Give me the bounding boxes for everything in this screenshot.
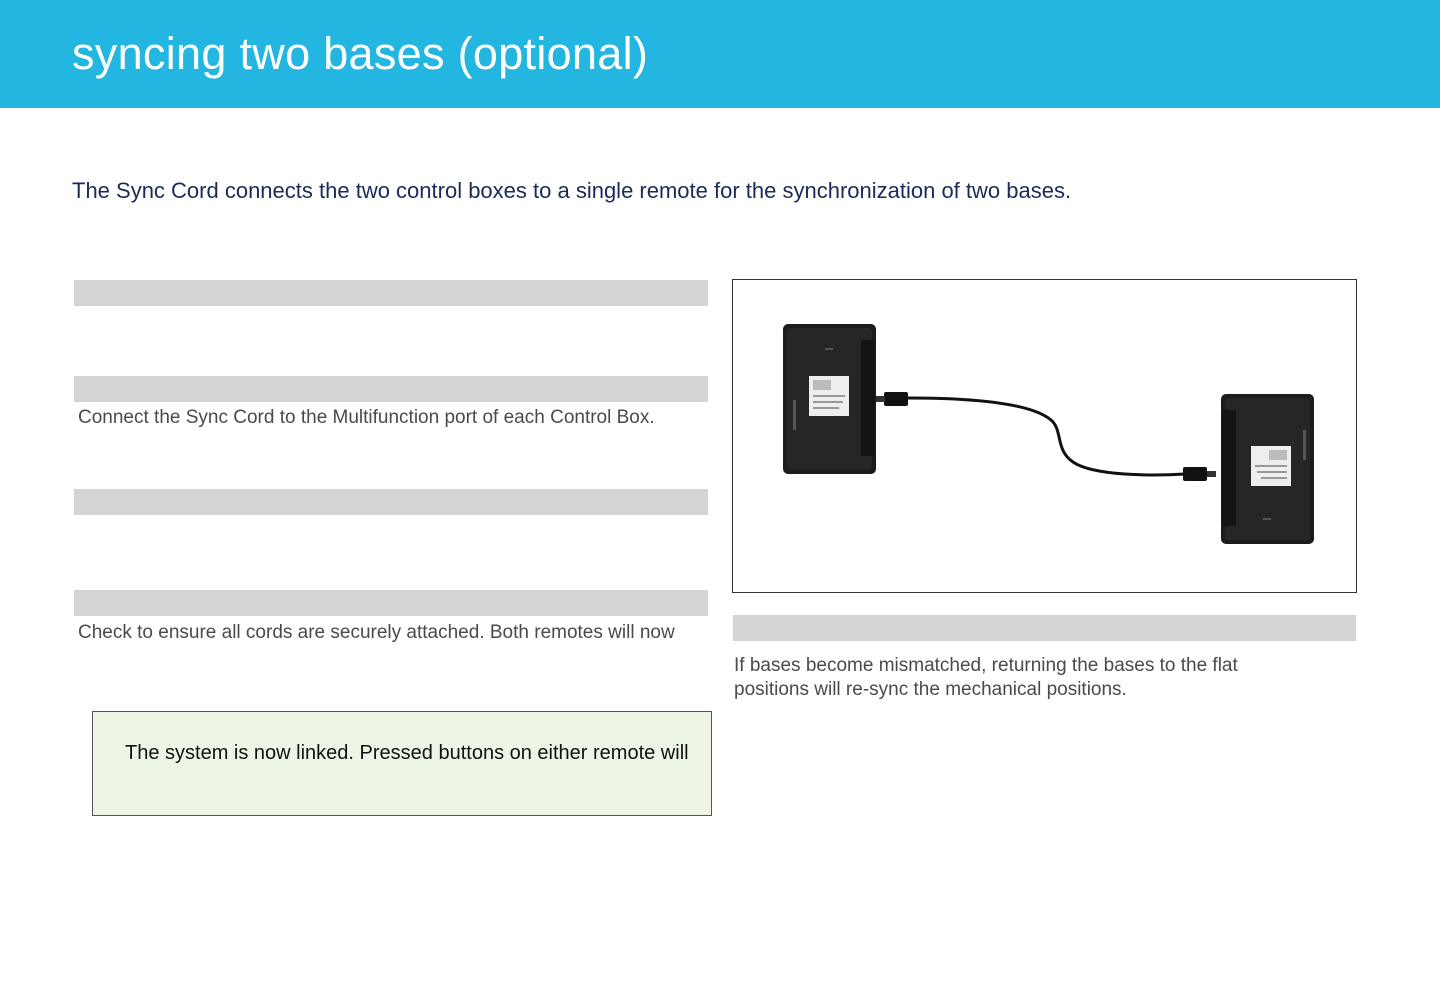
sync-cord-illustration xyxy=(733,280,1356,592)
page-header xyxy=(0,0,1440,108)
right-control-box xyxy=(1221,394,1314,544)
note-text: The system is now linked. Pressed buttons on either remote will xyxy=(125,742,689,764)
intro-text: The Sync Cord connects the two control boxes to a single remote for the synchronization of two bases. xyxy=(72,178,1072,203)
page-title: syncing two bases (optional) xyxy=(72,28,649,79)
right-connector xyxy=(1183,467,1207,481)
tip-bar xyxy=(733,615,1356,641)
step-4-text: Check to ensure all cords are securely attached. Both remotes will now xyxy=(78,622,675,643)
step-4-bar xyxy=(74,590,708,616)
tip-line-1: If bases become mismatched, returning the bases to the flat xyxy=(734,655,1238,676)
tip-text xyxy=(734,654,1294,702)
note-box xyxy=(92,711,712,816)
step-3-bar xyxy=(74,489,708,515)
control-boxes-photo xyxy=(732,279,1357,593)
sync-cord xyxy=(908,398,1185,475)
left-control-box xyxy=(783,324,876,474)
step-2-text: Connect the Sync Cord to the Multifunction port of each Control Box. xyxy=(78,407,655,428)
left-connector xyxy=(884,392,908,406)
tip-line-2: positions will re-sync the mechanical positions. xyxy=(734,679,1127,700)
step-2-bar xyxy=(74,376,708,402)
step-1-bar xyxy=(74,280,708,306)
